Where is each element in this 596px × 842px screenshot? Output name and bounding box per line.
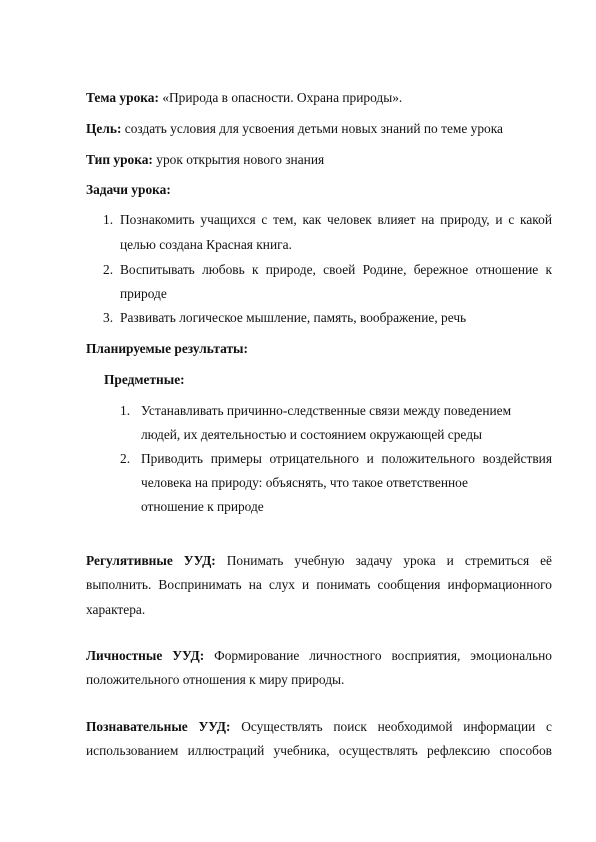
topic-label: Тема урока: bbox=[86, 90, 159, 105]
subject-item-line: человека на природу: объяснять, что такое ответственное bbox=[141, 475, 468, 490]
task-item-line: природе bbox=[120, 286, 167, 301]
task-number: 1. bbox=[103, 212, 114, 227]
regulative-label: Регулятивные УУД: bbox=[86, 553, 216, 568]
lesson-type bbox=[86, 152, 324, 168]
task-item-line: Воспитывать любовь к природе, своей Родине, бережное отношение к bbox=[120, 262, 552, 277]
goal-value: создать условия для усвоения детьми новых знаний по теме урока bbox=[124, 121, 503, 136]
task-item-line: Развивать логическое мышление, память, воображение, речь bbox=[120, 310, 467, 325]
task-number: 2. bbox=[103, 262, 114, 277]
task-number: 3. bbox=[103, 310, 114, 325]
goal-label: Цель: bbox=[86, 121, 122, 136]
regulative-line: характера. bbox=[86, 602, 146, 617]
lesson-topic bbox=[86, 90, 402, 106]
task-item-line: целью создана Красная книга. bbox=[120, 237, 292, 252]
subject-results-heading: Предметные: bbox=[104, 372, 185, 387]
cognitive-text: Осуществлять поиск необходимой информации с bbox=[241, 719, 552, 734]
subject-item-number: 1. bbox=[120, 403, 131, 418]
personal-uud bbox=[86, 648, 552, 664]
regulative-uud bbox=[86, 553, 552, 569]
topic-value: «Природа в опасности. Охрана природы». bbox=[162, 90, 403, 105]
personal-line: положительного отношения к миру природы. bbox=[86, 672, 345, 687]
subject-item-line: отношение к природе bbox=[141, 499, 264, 514]
subject-item-line: Устанавливать причинно-следственные связи между поведением bbox=[141, 403, 512, 418]
planned-results-heading: Планируемые результаты: bbox=[86, 341, 248, 356]
regulative-text: Понимать учебную задачу урока и стремиться её bbox=[226, 553, 552, 568]
cognitive-label: Познавательные УУД: bbox=[86, 719, 231, 734]
type-value: урок открытия нового знания bbox=[156, 152, 325, 167]
regulative-line: выполнить. Воспринимать на слух и понимать сообщения информационного bbox=[86, 577, 552, 592]
subject-item-line: людей, их деятельностью и состоянием окружающей среды bbox=[141, 427, 483, 442]
lesson-goal bbox=[86, 121, 503, 137]
tasks-heading: Задачи урока: bbox=[86, 182, 171, 197]
subject-item-line: Приводить примеры отрицательного и положительного воздействия bbox=[141, 451, 552, 466]
personal-label: Личностные УУД: bbox=[86, 648, 205, 663]
subject-item-number: 2. bbox=[120, 451, 131, 466]
cognitive-line: использованием иллюстраций учебника, осуществлять рефлексию способов bbox=[86, 743, 552, 758]
personal-text: Формирование личностного восприятия, эмоционально bbox=[214, 648, 552, 663]
cognitive-uud bbox=[86, 719, 552, 735]
type-label: Тип урока: bbox=[86, 152, 153, 167]
task-item-line: Познакомить учащихся с тем, как человек влияет на природу, и с какой bbox=[120, 212, 552, 227]
